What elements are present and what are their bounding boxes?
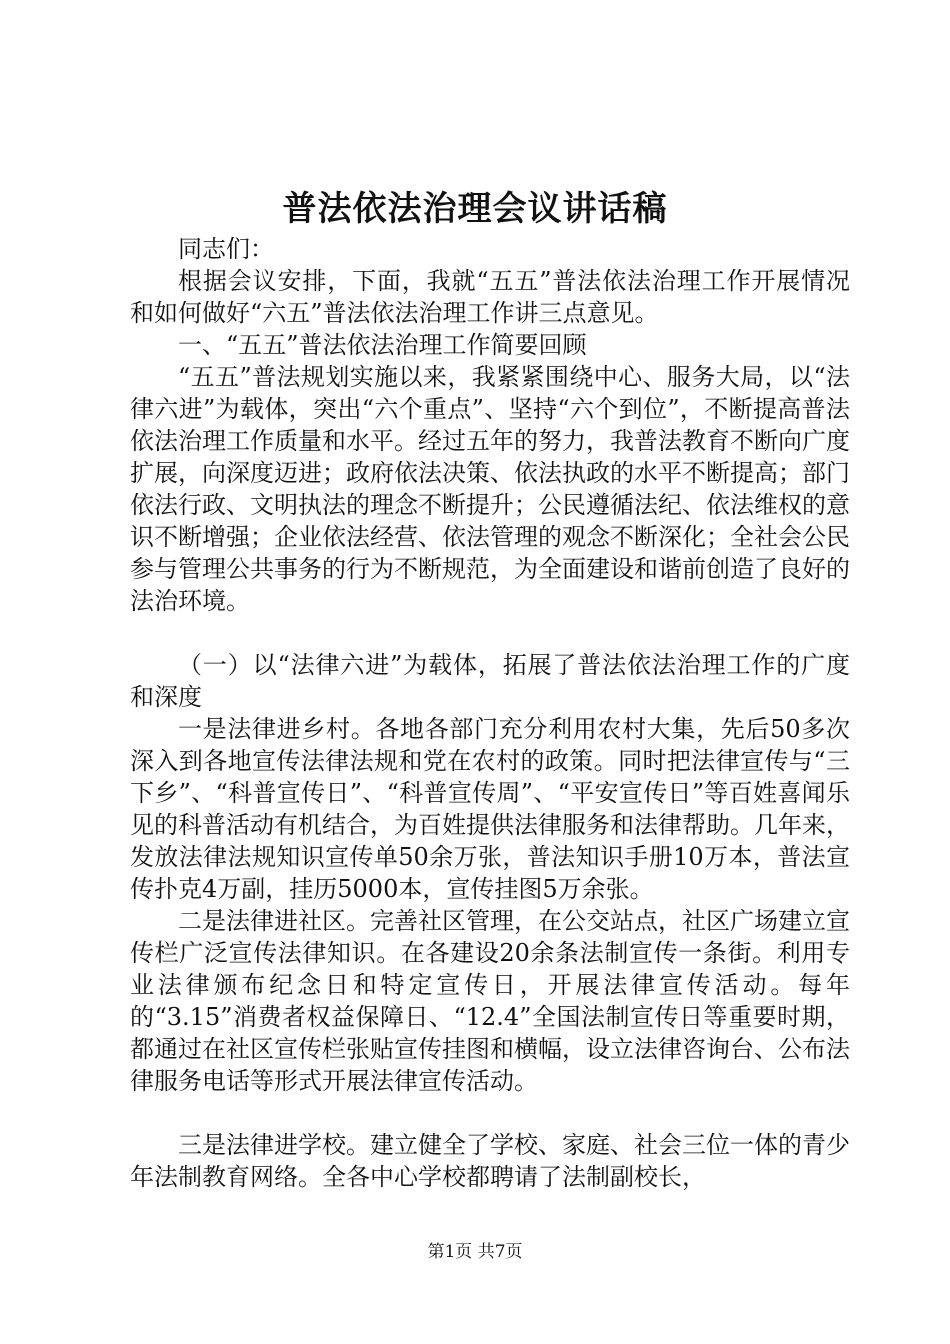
village-paragraph: 一是法律进乡村。各地各部门充分利用农村大集，先后50多次深入到各地宣传法律法规和党在农村的政策。同时把法律宣传与“三下乡”、“科普宣传日”、“科普宣传周”、“平安宣传日”等百姓喜闻乐见的科普活动有机结合，为百姓提供法律服务和法律帮助。几年来，发放法律法规知识宣传单50余万张，普法知识手册10万本，普法宣传扑克4万副，挂历5000本，宣传挂图5万余张。	[130, 715, 850, 903]
intro-paragraph: 根据会议安排，下面，我就“五五”普法依法治理工作开展情况和如何做好“六五”普法依法治理工作讲三点意见。	[130, 267, 850, 327]
community-paragraph: 二是法律进社区。完善社区管理，在公交站点，社区广场建立宣传栏广泛宣传法律知识。在各建设20余条法制宣传一条街。利用专业法律颁布纪念日和特定宣传日，开展法律宣传活动。每年的“3.15”消费者权益保障日、“12.4”全国法制宣传日等重要时期，都通过在社区宣传栏张贴宣传挂图和横幅，设立法律咨询台、公布法律服务电话等形式开展法律宣传活动。	[130, 907, 850, 1095]
section-heading: 一、“五五”普法依法治理工作简要回顾	[178, 331, 587, 359]
document-body	[130, 233, 850, 1193]
salutation-paragraph: 同志们：	[178, 235, 274, 263]
review-paragraph: “五五”普法规划实施以来，我紧紧围绕中心、服务大局，以“法律六进”为载体，突出“六个重点”、坚持“六个到位”，不断提高普法依法治理工作质量和水平。经过五年的努力，我普法教育不断向广度扩展，向深度迈进；政府依法决策、依法执政的水平不断提高；部门依法行政、文明执法的理念不断提升；公民遵循法纪、依法维权的意识不断增强；企业依法经营、依法管理的观念不断深化；全社会公民参与管理公共事务的行为不断规范，为全面建设和谐前创造了良好的法治环境。	[130, 363, 850, 615]
document-title: 普法依法治理会议讲话稿	[282, 189, 668, 229]
school-paragraph: 三是法律进学校。建立健全了学校、家庭、社会三位一体的青少年法制教育网络。全各中心学校都聘请了法制副校长，	[130, 1131, 850, 1191]
subsection-heading: （一）以“法律六进”为载体，拓展了普法依法治理工作的广度和深度	[130, 651, 850, 711]
page-number-footer: 第1页 共7页	[427, 1242, 523, 1262]
